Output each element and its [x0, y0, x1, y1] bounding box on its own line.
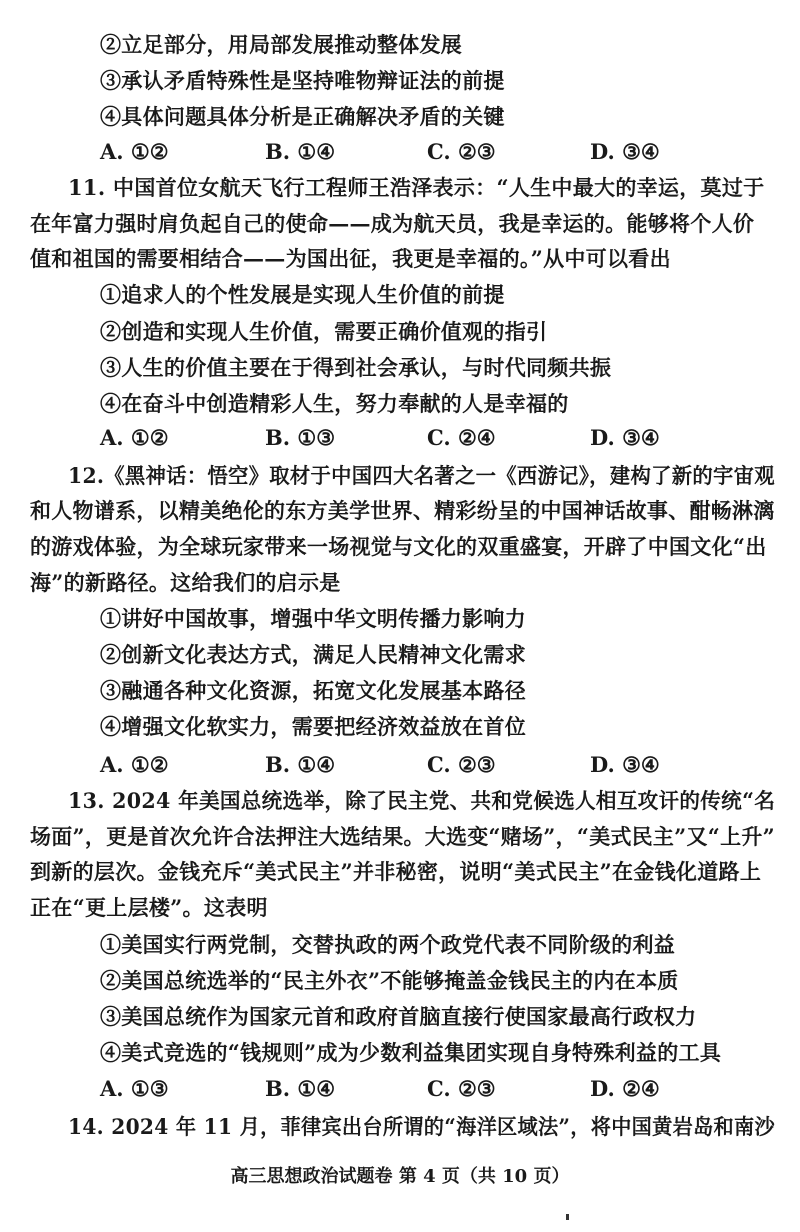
q11-option-2: ②创造和实现人生价值，需要正确价值观的指引	[100, 319, 548, 344]
q13-option-3: ③美国总统作为国家元首和政府首脑直接行使国家最高行政权力	[100, 1004, 697, 1029]
q13-option-2: ②美国总统选举的“民主外衣”不能够掩盖金钱民主的内在本质	[100, 968, 679, 993]
q10-answer-d: D. ③④	[590, 139, 660, 164]
q13-answer-a: A. ①③	[100, 1076, 169, 1101]
q11-answer-b: B. ①③	[265, 425, 336, 450]
q13-option-4: ④美式竞选的“钱规则”成为少数利益集团实现自身特殊利益的工具	[100, 1040, 722, 1065]
q12-option-2: ②创新文化表达方式，满足人民精神文化需求	[100, 642, 526, 667]
q13-stem-line-1: 13. 2024 年美国总统选举，除了民主党、共和党候选人相互攻讦的传统“名	[68, 788, 776, 813]
q12-answer-d: D. ③④	[590, 752, 660, 777]
q11-answer-c: C. ②④	[427, 425, 496, 450]
q13-stem-line-2: 场面”，更是首次允许合法押注大选结果。大选变“赌场”，“美式民主”又“上升”	[30, 824, 775, 849]
q11-stem-line-1: 11. 中国首位女航天飞行工程师王浩泽表示：“人生中最大的幸运，莫过于	[68, 175, 765, 200]
q10-option-2: ②立足部分，用局部发展推动整体发展	[100, 32, 463, 57]
q13-stem-line-3: 到新的层次。金钱充斥“美式民主”并非秘密，说明“美式民主”在金钱化道路上	[30, 859, 762, 884]
q12-stem-line-1: 12.《黑神话：悟空》取材于中国四大名著之一《西游记》，建构了新的宇宙观	[68, 463, 775, 488]
q13-answer-d: D. ②④	[590, 1076, 660, 1101]
q12-answer-choices	[100, 750, 740, 780]
q10-answer-a: A. ①②	[100, 139, 169, 164]
q12-stem-line-4: 海”的新路径。这给我们的启示是	[30, 570, 341, 595]
q11-answer-choices	[100, 423, 740, 453]
q10-answer-c: C. ②③	[427, 139, 496, 164]
q13-option-1: ①美国实行两党制，交替执政的两个政党代表不同阶级的利益	[100, 932, 676, 957]
page-footer: 高三思想政治试题卷 第 4 页（共 10 页）	[230, 1166, 570, 1187]
q12-answer-c: C. ②③	[427, 752, 496, 777]
q12-stem-line-2: 和人物谱系，以精美绝伦的东方美学世界、精彩纷呈的中国神话故事、酣畅淋漓	[30, 498, 775, 523]
q14-stem-line-1: 14. 2024 年 11 月，菲律宾出台所谓的“海洋区域法”，将中国黄岩岛和南沙	[68, 1114, 775, 1139]
q11-option-4: ④在奋斗中创造精彩人生，努力奉献的人是幸福的	[100, 391, 569, 416]
q11-stem-line-2: 在年富力强时肩负起自己的使命——成为航天员，我是幸运的。能够将个人价	[30, 211, 755, 236]
q13-answer-b: B. ①④	[265, 1076, 336, 1101]
q11-answer-d: D. ③④	[590, 425, 660, 450]
q11-stem-line-3: 值和祖国的需要相结合——为国出征，我更是幸福的。”从中可以看出	[30, 246, 671, 271]
q11-option-1: ①追求人的个性发展是实现人生价值的前提	[100, 282, 505, 307]
q11-option-3: ③人生的价值主要在于得到社会承认，与时代同频共振	[100, 355, 612, 380]
q12-answer-a: A. ①②	[100, 752, 169, 777]
q13-answer-choices	[100, 1074, 740, 1104]
q10-option-3: ③承认矛盾特殊性是坚持唯物辩证法的前提	[100, 68, 505, 93]
q12-stem-line-3: 的游戏体验，为全球玩家带来一场视觉与文化的双重盛宴，开辟了中国文化“出	[30, 534, 767, 559]
q10-answer-choices	[100, 137, 740, 167]
q12-option-3: ③融通各种文化资源，拓宽文化发展基本路径	[100, 678, 526, 703]
q12-answer-b: B. ①④	[265, 752, 336, 777]
scan-speck	[566, 1214, 569, 1220]
q12-option-4: ④增强文化软实力，需要把经济效益放在首位	[100, 714, 526, 739]
q10-answer-b: B. ①④	[265, 139, 336, 164]
q11-answer-a: A. ①②	[100, 425, 169, 450]
q10-option-4: ④具体问题具体分析是正确解决矛盾的关键	[100, 104, 505, 129]
q13-stem-line-4: 正在“更上层楼”。这表明	[30, 895, 268, 920]
q12-option-1: ①讲好中国故事，增强中华文明传播力影响力	[100, 606, 526, 631]
q13-answer-c: C. ②③	[427, 1076, 496, 1101]
